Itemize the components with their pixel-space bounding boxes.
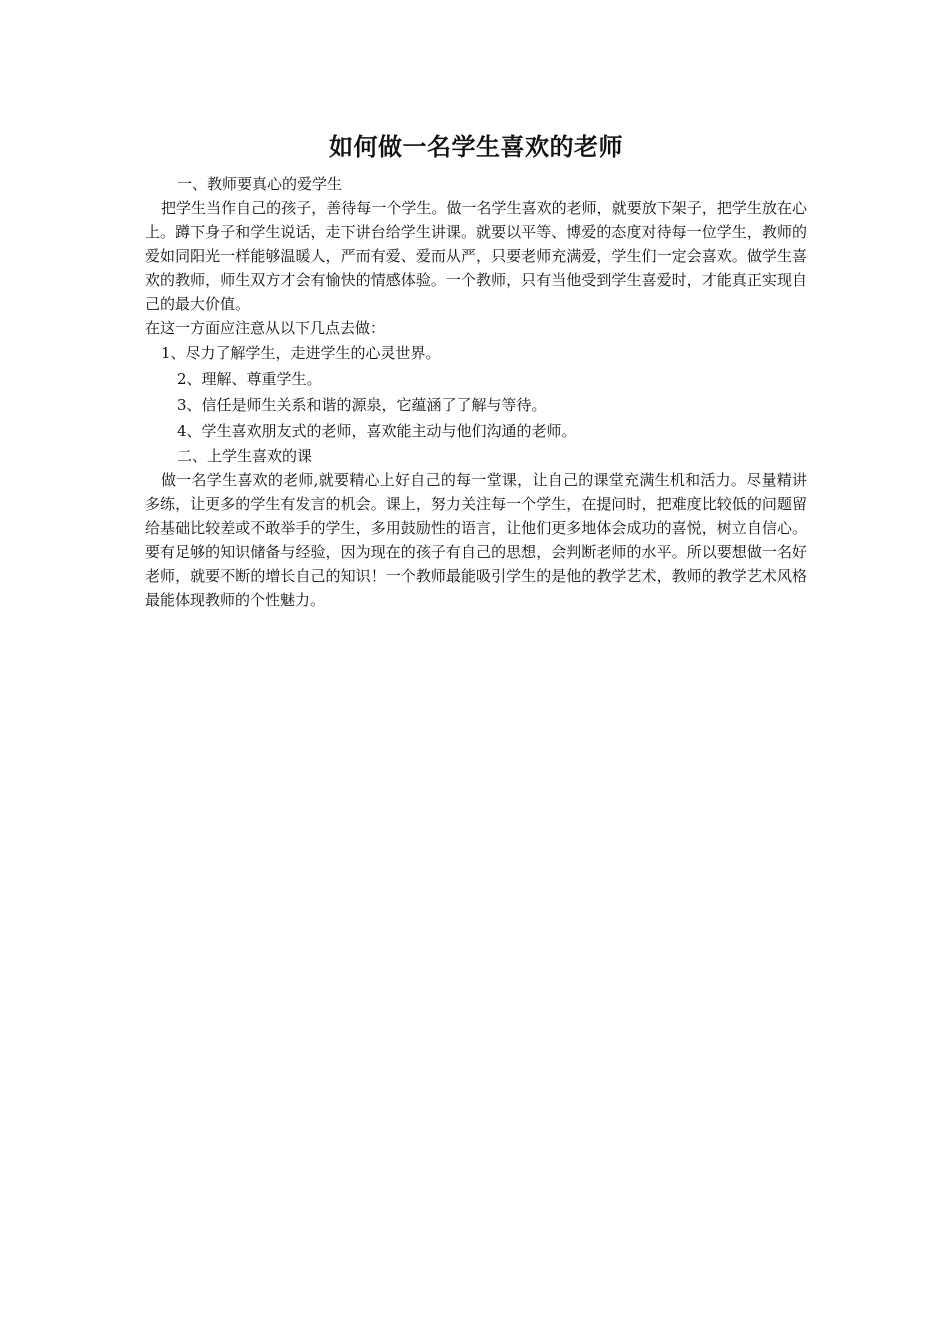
section-paragraph-1: 把学生当作自己的孩子，善待每一个学生。做一名学生喜欢的老师，就要放下架子，把学生放在心上。蹲下身子和学生说话，走下讲台给学生讲课。就要以平等、博爱的态度对待每一位学生，教师的爱如同阳光一样能够温暖人，严而有爱、爱而从严，只要老师充满爱，学生们一定会喜欢。做学生喜欢的教师，师生双方才会有愉快的情感体验。一个教师，只有当他受到学生喜爱时，才能真正实现自己的最大价值。 bbox=[145, 199, 807, 313]
section-note: 在这一方面应注意从以下几点去做： bbox=[145, 319, 386, 337]
point-list bbox=[145, 340, 807, 444]
section-heading-2: 二、上学生喜欢的课 bbox=[177, 447, 313, 465]
document-page bbox=[145, 130, 807, 612]
section-heading-1: 一、教师要真心的爱学生 bbox=[177, 175, 343, 193]
list-item: 4、学生喜欢朋友式的老师，喜欢能主动与他们沟通的老师。 bbox=[177, 422, 577, 440]
list-item: 2、理解、尊重学生。 bbox=[177, 370, 322, 388]
document-title: 如何做一名学生喜欢的老师 bbox=[329, 132, 623, 161]
list-item: 3、信任是师生关系和谐的源泉，它蕴涵了了解与等待。 bbox=[177, 396, 547, 414]
list-item: 1、尽力了解学生，走进学生的心灵世界。 bbox=[161, 344, 441, 362]
section-paragraph-2: 做一名学生喜欢的老师,就要精心上好自己的每一堂课，让自己的课堂充满生机和活力。尽量精讲多练，让更多的学生有发言的机会。课上，努力关注每一个学生，在提问时，把难度比较低的问题留给基础比较差或不敢举手的学生，多用鼓励性的语言，让他们更多地体会成功的喜悦，树立自信心。要有足够的知识储备与经验，因为现在的孩子有自己的思想，会判断老师的水平。所以要想做一名好老师，就要不断的增长自己的知识！一个教师最能吸引学生的是他的教学艺术，教师的教学艺术风格最能体现教师的个性魅力。 bbox=[145, 471, 807, 609]
